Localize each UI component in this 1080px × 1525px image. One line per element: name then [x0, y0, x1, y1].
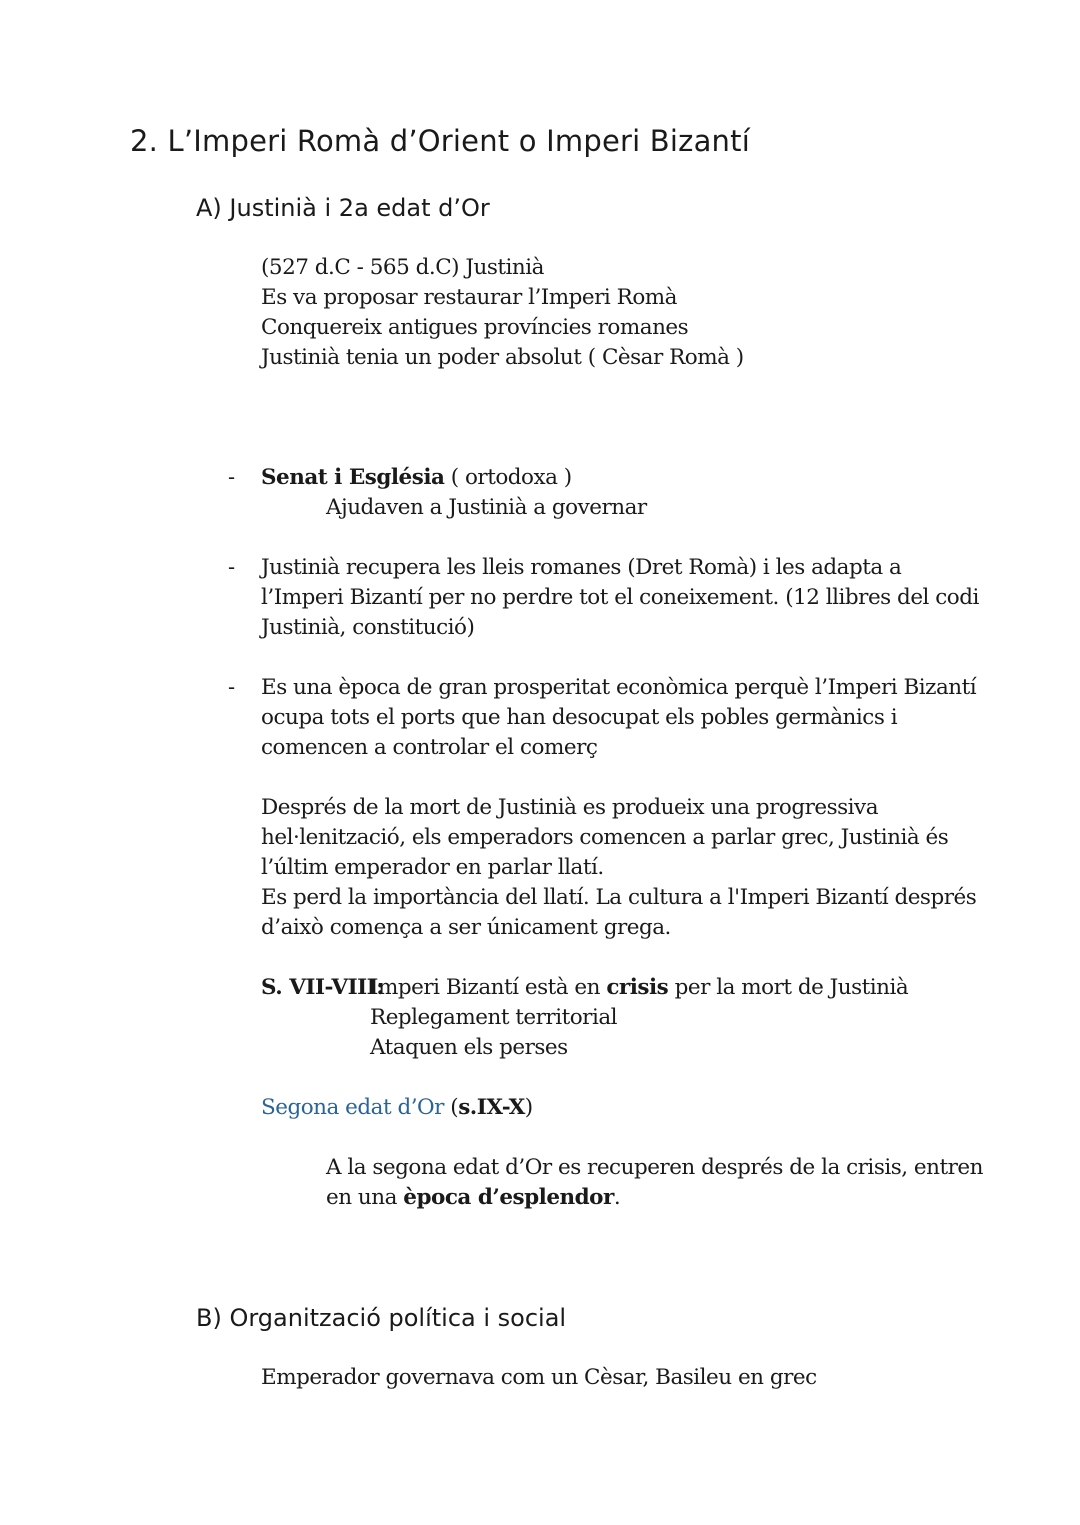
paren: ): [524, 1095, 533, 1120]
text-span: Imperi Bizantí està en: [370, 975, 607, 1000]
bullet-senate: [261, 463, 647, 523]
paren: (: [443, 1095, 459, 1120]
text-line: Ataquen els perses: [370, 1035, 568, 1060]
page-title: 2. L’Imperi Romà d’Orient o Imperi Bizantí: [130, 124, 750, 158]
text-line: l’Imperi Bizantí per no perdre tot el coneixement. (12 llibres del codi: [261, 585, 979, 610]
text-line: A la segona edat d’Or es recuperen després de la crisis, entren: [326, 1155, 983, 1180]
senate-church: Senat i Església: [261, 465, 445, 490]
golden-age-title: Segona edat d’Or: [261, 1095, 444, 1120]
centuries-label: [261, 973, 384, 1003]
text-line: Després de la mort de Justinià es produeix una progressiva: [261, 795, 879, 820]
intro-line: Conquereix antigues províncies romanes: [261, 315, 689, 340]
text-line: d’això comença a ser únicament grega.: [261, 915, 671, 940]
bullet-marker: -: [228, 465, 236, 489]
section-a-title: A) Justinià i 2a edat d’Or: [196, 194, 490, 222]
hellenization-paragraph: [261, 793, 976, 943]
century-span: s.IX-X: [458, 1095, 525, 1120]
bullet-prosperity: [261, 673, 976, 763]
centuries-label-text: S. VII-VIII:: [261, 975, 384, 1000]
text-line: l’últim emperador en parlar llatí.: [261, 855, 604, 880]
intro-block: [261, 253, 744, 373]
text-line: Justinià recupera les lleis romanes (Dret Romà) i les adapta a: [261, 555, 902, 580]
intro-line: Justinià tenia un poder absolut ( Cèsar Romà ): [261, 345, 744, 370]
text-line: hel·lenització, els emperadors comencen a parlar grec, Justinià és: [261, 825, 949, 850]
text-span: en una: [326, 1185, 404, 1210]
intro-line: (527 d.C - 565 d.C) Justinià: [261, 255, 544, 280]
section-b-title: B) Organització política i social: [196, 1304, 567, 1332]
bullet-marker: -: [228, 675, 236, 699]
crisis-word: crisis: [606, 975, 669, 1000]
text-span: .: [613, 1185, 621, 1210]
text-span: per la mort de Justinià: [668, 975, 909, 1000]
text-line: comencen a controlar el comerç: [261, 735, 598, 760]
text-line: Es perd la importància del llatí. La cultura a l'Imperi Bizantí després: [261, 885, 977, 910]
text-line: Justinià, constitució): [261, 615, 475, 640]
bullet-marker: -: [228, 555, 236, 579]
bullet-roman-law: [261, 553, 979, 643]
golden-age-description: [326, 1153, 983, 1213]
centuries-block: [370, 973, 908, 1063]
second-golden-age-heading: [261, 1093, 533, 1123]
splendor-phrase: època d’esplendor: [403, 1185, 614, 1210]
senate-sub: Ajudaven a Justinià a governar: [326, 495, 647, 520]
orthodox-note: ( ortodoxa ): [444, 465, 572, 490]
text-line: ocupa tots el ports que han desocupat els pobles germànics i: [261, 705, 898, 730]
emperor-line: Emperador governava com un Cèsar, Basileu en grec: [261, 1365, 817, 1390]
intro-line: Es va proposar restaurar l’Imperi Romà: [261, 285, 677, 310]
text-line: Es una època de gran prosperitat econòmica perquè l’Imperi Bizantí: [261, 675, 977, 700]
text-line: Replegament territorial: [370, 1005, 618, 1030]
